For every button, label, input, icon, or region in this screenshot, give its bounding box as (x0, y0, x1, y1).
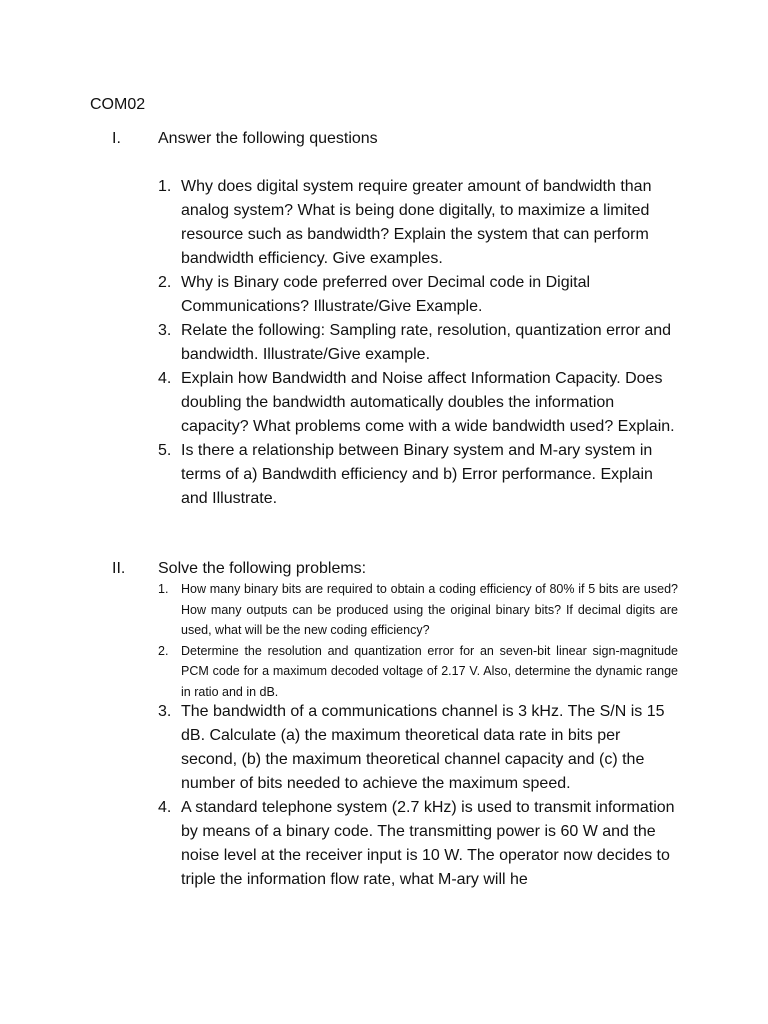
question-item (158, 271, 678, 319)
problem-number: 4. (158, 799, 172, 816)
problem-text: How many binary bits are required to obtain a coding efficiency of 80% if 5 bits are used? How many outputs can be produced using the original binary bits? If decimal digits are used, what will be the new coding efficiency? (181, 582, 678, 637)
question-number: 2. (158, 274, 172, 291)
question-number: 3. (158, 322, 172, 339)
document-title: COM02 (90, 96, 146, 113)
problem-item (158, 796, 678, 892)
question-text: Relate the following: Sampling rate, resolution, quantization error and bandwidth. Illustrate/Give example. (181, 322, 672, 363)
question-item (158, 439, 678, 511)
question-item (158, 175, 678, 271)
section-2-numeral: II. (112, 560, 126, 577)
problem-item (158, 700, 678, 796)
section-1-heading (112, 128, 672, 150)
problem-number: 1. (158, 582, 169, 596)
question-item (158, 367, 678, 439)
question-text: Explain how Bandwidth and Noise affect Information Capacity. Does doubling the bandwidth automatically doubles the information capacity? What problems come with a wide bandwidth used? Explain. (181, 370, 675, 435)
section-1-numeral: I. (112, 130, 121, 147)
question-text: Is there a relationship between Binary system and M-ary system in terms of a) Bandwdith efficiency and b) Error performance. Explain and Illustrate. (181, 442, 653, 507)
section-2-problem-list (158, 700, 678, 892)
problem-number: 2. (158, 643, 169, 658)
section-1-heading-text: Answer the following questions (158, 130, 378, 147)
section-1-question-list (158, 175, 678, 511)
question-text: Why is Binary code preferred over Decimal code in Digital Communications? Illustrate/Give Example. (181, 274, 591, 315)
question-item (158, 319, 678, 367)
problem-text: The bandwidth of a communications channel is 3 kHz. The S/N is 15 dB. Calculate (a) the maximum theoretical data rate in bits per second, (b) the maximum theoretical channel capacity and (c) the number of bits needed to achieve the maximum speed. (181, 703, 665, 792)
question-number: 4. (158, 370, 172, 387)
question-number: 1. (158, 178, 172, 195)
question-number: 5. (158, 442, 172, 459)
question-text: Why does digital system require greater amount of bandwidth than analog system? What is being done digitally, to maximize a limited resource such as bandwidth? Explain the system that can perform bandwidth efficiency. Give examples. (181, 178, 652, 267)
problem-number: 3. (158, 703, 172, 720)
problem-text: A standard telephone system (2.7 kHz) is used to transmit information by means of a binary code. The transmitting power is 60 W and the noise level at the receiver input is 10 W. The operator now decides to triple the information flow rate, what M-ary will he (181, 799, 675, 888)
section-2-heading-text: Solve the following problems: (158, 560, 367, 577)
problem-item (158, 579, 678, 641)
problem-item (158, 641, 678, 703)
section-2-problem-list-small (158, 579, 678, 702)
section-2-heading (112, 558, 672, 580)
problem-text: Determine the resolution and quantization error for an seven-bit linear sign-magnitude PCM code for a maximum decoded voltage of 2.17 V. Also, determine the dynamic range in ratio and in dB. (181, 643, 678, 699)
